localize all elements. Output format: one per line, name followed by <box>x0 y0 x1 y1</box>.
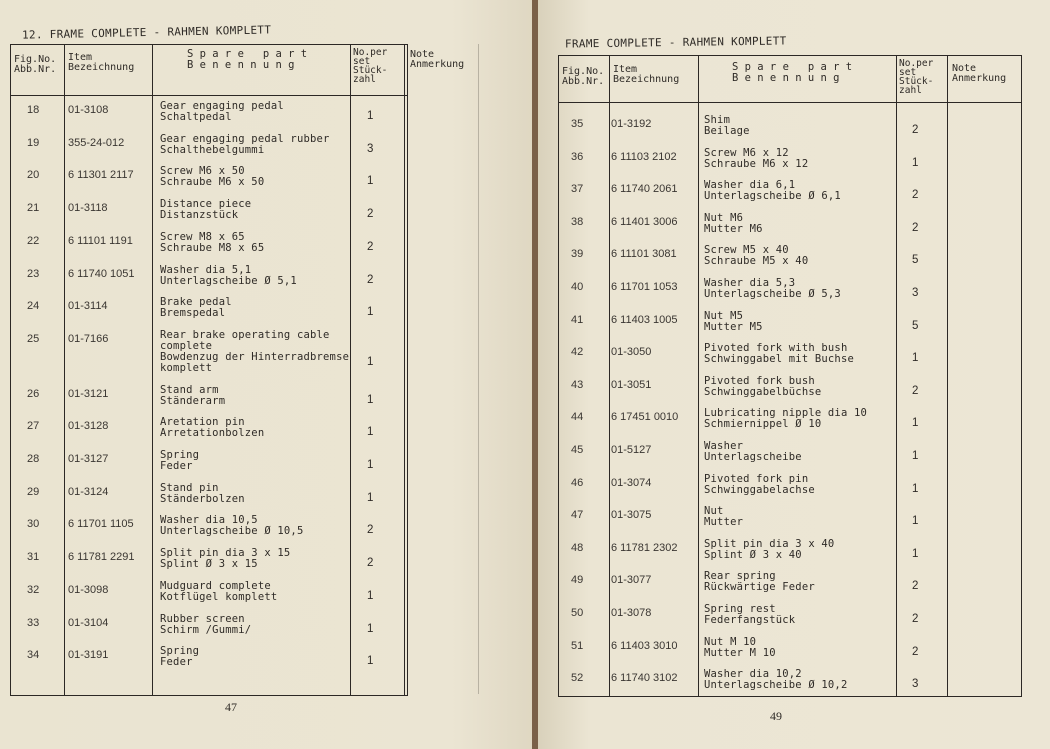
fig-number: 19 <box>27 136 40 149</box>
part-description: Screw M6 x 12 Schraube M6 x 12 <box>704 146 809 170</box>
item-number: 01-3050 <box>611 346 652 359</box>
fig-number: 30 <box>27 518 40 531</box>
item-number: 01-3121 <box>68 387 109 400</box>
part-description: Rubber screen Schirm /Gummi/ <box>160 612 252 636</box>
part-description: Shim Beilage <box>704 114 750 137</box>
quantity: 1 <box>367 306 374 319</box>
part-description: Pivoted fork bush Schwinggabelbüchse <box>704 374 822 398</box>
item-number: 6 11401 3006 <box>611 215 678 228</box>
column-divider <box>152 45 153 695</box>
fig-number: 28 <box>27 453 40 465</box>
quantity: 1 <box>367 110 374 122</box>
fig-number: 39 <box>571 248 584 261</box>
quantity: 5 <box>912 254 919 267</box>
item-number: 6 11781 2291 <box>68 551 135 564</box>
quantity: 3 <box>912 678 919 691</box>
item-number: 01-3124 <box>68 485 109 498</box>
item-number: 6 11403 1005 <box>611 313 678 326</box>
quantity: 1 <box>367 589 374 602</box>
item-number: 6 11101 1191 <box>68 234 133 247</box>
fig-number: 45 <box>571 444 584 456</box>
quantity: 2 <box>912 189 919 202</box>
quantity: 1 <box>367 491 374 504</box>
item-number: 01-3074 <box>611 476 652 489</box>
quantity: 2 <box>912 221 919 234</box>
item-number: 01-3108 <box>68 104 109 116</box>
header-divider <box>559 102 1021 103</box>
part-description: Washer dia 6,1 Unterlagscheibe Ø 6,1 <box>704 179 841 203</box>
fig-number: 38 <box>571 215 584 228</box>
item-number: 355-24-012 <box>68 136 125 149</box>
part-description: Spring Feder <box>160 449 200 472</box>
part-description: Rear brake operating cable complete Bowdenzug der Hinterradbremse komplett <box>160 328 350 374</box>
quantity: 2 <box>912 124 919 136</box>
item-number: 6 11101 3081 <box>611 248 677 261</box>
column-divider <box>947 56 948 696</box>
item-number: 6 11740 3102 <box>611 672 678 685</box>
part-description: Pivoted fork with bush Schwinggabel mit Buchse <box>704 342 854 366</box>
quantity: 1 <box>367 622 374 635</box>
column-divider <box>478 44 479 694</box>
part-description: Screw M6 x 50 Schraube M6 x 50 <box>160 165 265 189</box>
item-number: 01-5127 <box>611 444 652 456</box>
quantity: 2 <box>367 208 374 221</box>
fig-number: 35 <box>571 118 584 130</box>
item-number: 6 11701 1053 <box>611 281 678 293</box>
quantity: 1 <box>912 515 919 528</box>
fig-number: 27 <box>27 420 40 433</box>
part-description: Brake pedal Bremspedal <box>160 296 232 320</box>
item-number: 01-3118 <box>68 202 108 215</box>
quantity: 5 <box>912 319 919 332</box>
fig-number: 32 <box>27 583 40 596</box>
col-header-spare-part: S p a r e p a r t B e n e n n u n g <box>187 48 308 71</box>
item-number: 01-3077 <box>611 574 652 587</box>
fig-number: 29 <box>27 485 40 498</box>
part-description: Stand pin Ständerbolzen <box>160 481 245 505</box>
part-description: Split pin dia 3 x 15 Splint Ø 3 x 15 <box>160 547 291 571</box>
part-description: Nut Mutter <box>704 505 744 529</box>
fig-number: 47 <box>571 509 584 522</box>
col-header-qty: No.per set Stück- zahl <box>899 58 934 96</box>
quantity: 1 <box>367 459 374 471</box>
quantity: 2 <box>912 645 919 658</box>
fig-number: 31 <box>27 551 40 564</box>
fig-number: 37 <box>571 183 584 196</box>
page-header: 12. FRAME COMPLETE - RAHMEN KOMPLETT <box>21 23 272 42</box>
item-number: 6 11740 2061 <box>611 183 678 196</box>
part-description: Distance piece Distanzstück <box>160 198 252 222</box>
quantity: 2 <box>367 524 374 537</box>
part-description: Pivoted fork pin Schwinggabelachse <box>704 472 815 496</box>
item-number: 6 11740 1051 <box>68 267 135 280</box>
right-page <box>538 0 1050 749</box>
fig-number: 21 <box>27 202 40 215</box>
part-description: Aretation pin Arretationbolzen <box>160 416 265 440</box>
fig-number: 43 <box>571 378 584 391</box>
fig-number: 33 <box>27 616 40 629</box>
quantity: 1 <box>912 482 919 495</box>
part-description: Washer dia 5,1 Unterlagscheibe Ø 5,1 <box>160 263 297 287</box>
column-divider <box>698 56 699 696</box>
col-header-item: Item Bezeichnung <box>613 64 680 85</box>
quantity: 2 <box>912 580 919 593</box>
part-description: Gear engaging pedal Schaltpedal <box>160 100 284 123</box>
item-number: 01-3098 <box>68 583 109 596</box>
column-divider <box>64 45 65 695</box>
header-divider <box>11 95 407 96</box>
part-description: Nut M5 Mutter M5 <box>704 309 763 333</box>
page-number: 49 <box>770 709 782 723</box>
item-number: 01-3078 <box>611 607 652 619</box>
fig-number: 50 <box>571 607 584 619</box>
fig-number: 49 <box>571 574 584 587</box>
item-number: 01-3114 <box>68 300 108 313</box>
item-number: 6 17451 0010 <box>611 411 679 424</box>
column-divider <box>609 56 610 696</box>
quantity: 1 <box>912 352 919 365</box>
col-header-spare-part: S p a r e p a r t B e n e n n u n g <box>732 61 853 84</box>
fig-number: 52 <box>571 672 584 685</box>
part-description: Screw M5 x 40 Schraube M5 x 40 <box>704 244 809 268</box>
part-description: Screw M8 x 65 Schraube M8 x 65 <box>160 230 265 254</box>
fig-number: 46 <box>571 476 584 489</box>
fig-number: 40 <box>571 281 584 293</box>
fig-number: 51 <box>571 639 584 652</box>
item-number: 6 11403 3010 <box>611 639 678 652</box>
quantity: 1 <box>367 426 374 439</box>
item-number: 6 11701 1105 <box>68 518 134 531</box>
quantity: 2 <box>912 384 919 397</box>
col-header-fig: Fig.No. Abb.Nr. <box>562 66 605 87</box>
item-number: 01-3075 <box>611 509 652 522</box>
quantity: 3 <box>912 287 919 299</box>
item-number: 01-3191 <box>68 649 109 662</box>
quantity: 1 <box>912 547 919 560</box>
quantity: 1 <box>912 417 919 430</box>
column-divider <box>896 56 897 696</box>
fig-number: 20 <box>27 169 40 182</box>
quantity: 1 <box>367 393 374 406</box>
quantity: 1 <box>367 355 374 368</box>
quantity: 2 <box>367 557 374 570</box>
quantity: 3 <box>367 142 374 155</box>
quantity: 1 <box>367 175 374 188</box>
col-header-note: Note Anmerkung <box>410 49 465 70</box>
fig-number: 24 <box>27 300 40 313</box>
part-description: Washer dia 10,2 Unterlagscheibe Ø 10,2 <box>704 668 848 692</box>
item-number: 01-3051 <box>611 378 652 391</box>
part-description: Washer dia 5,3 Unterlagscheibe Ø 5,3 <box>704 277 841 300</box>
quantity: 2 <box>912 613 919 625</box>
part-description: Rear spring Rückwärtige Feder <box>704 570 815 594</box>
fig-number: 41 <box>571 313 584 326</box>
quantity: 2 <box>367 240 374 253</box>
part-description: Split pin dia 3 x 40 Splint Ø 3 x 40 <box>704 537 835 561</box>
quantity: 1 <box>912 450 919 462</box>
fig-number: 48 <box>571 541 584 554</box>
part-description: Spring rest Federfangstück <box>704 603 796 626</box>
fig-number: 25 <box>27 332 40 345</box>
page-header: FRAME COMPLETE - RAHMEN KOMPLETT <box>564 34 787 51</box>
part-description: Stand arm Ständerarm <box>160 383 226 407</box>
fig-number: 18 <box>27 104 40 116</box>
item-number: 01-3192 <box>611 118 652 130</box>
quantity: 1 <box>367 655 374 668</box>
fig-number: 42 <box>571 346 584 359</box>
item-number: 6 11781 2302 <box>611 541 678 554</box>
item-number: 6 11301 2117 <box>68 169 134 182</box>
item-number: 01-3127 <box>68 453 109 465</box>
part-description: Gear engaging pedal rubber Schalthebelgummi <box>160 132 330 156</box>
quantity: 1 <box>912 156 919 169</box>
part-description: Nut M6 Mutter M6 <box>704 211 763 235</box>
part-description: Washer dia 10,5 Unterlagscheibe Ø 10,5 <box>160 514 304 538</box>
fig-number: 36 <box>571 150 584 163</box>
part-description: Spring Feder <box>160 645 200 669</box>
quantity: 2 <box>367 273 374 286</box>
item-number: 6 11103 2102 <box>611 150 677 163</box>
column-divider <box>404 45 405 695</box>
col-header-note: Note Anmerkung <box>952 63 1007 84</box>
fig-number: 22 <box>27 234 40 247</box>
part-description: Lubricating nipple dia 10 Schmiernippel Ø 10 <box>704 407 868 431</box>
fig-number: 26 <box>27 387 40 400</box>
part-description: Mudguard complete Kotflügel komplett <box>160 579 278 603</box>
col-header-qty: No.per set Stück- zahl <box>353 47 388 85</box>
fig-number: 23 <box>27 267 40 280</box>
item-number: 01-3128 <box>68 420 109 433</box>
part-description: Washer Unterlagscheibe <box>704 440 802 463</box>
item-number: 01-3104 <box>68 616 109 629</box>
page-number: 47 <box>225 700 237 714</box>
col-header-fig: Fig.No. Abb.Nr. <box>14 54 57 75</box>
item-number: 01-7166 <box>68 332 109 345</box>
part-description: Nut M 10 Mutter M 10 <box>704 635 776 659</box>
fig-number: 34 <box>27 649 40 662</box>
column-divider <box>350 45 351 695</box>
fig-number: 44 <box>571 411 584 424</box>
col-header-item: Item Bezeichnung <box>68 52 135 73</box>
